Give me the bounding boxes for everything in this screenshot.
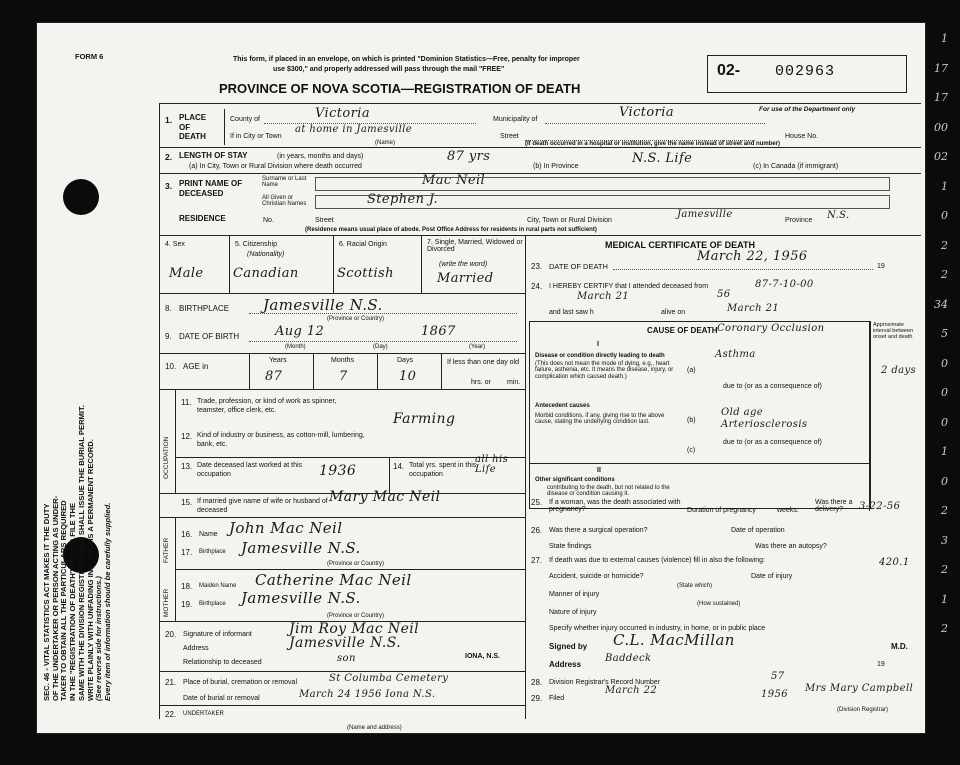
age-years-label: Years [269, 357, 287, 364]
father-country-sub: (Province or Country) [327, 561, 385, 567]
place-of-death-label: PLACE OF DEATH [179, 113, 207, 142]
mother-birthplace-value: Jamesville N.S. [241, 589, 361, 607]
item-number-24: 24. [531, 282, 543, 291]
father-birthplace-value: Jamesville N.S. [241, 539, 361, 557]
informant-signature-value: Jim Roy Mac Neil [289, 621, 420, 637]
length-of-stay-sub: (in years, months and days) [277, 153, 364, 160]
punch-hole-top [63, 179, 99, 215]
registration-number: 002963 [775, 63, 836, 80]
right-margin-mark: 2 [941, 504, 948, 517]
rule [159, 389, 525, 390]
mail-notice-1: This form, if placed in an envelope, on which is printed "Dominion Statistics—Free, penalty for improper [233, 56, 580, 63]
dob-month-value: Aug 12 [275, 324, 325, 339]
last-saw-label: and last saw h [549, 309, 594, 316]
right-margin-mark: 34 [934, 298, 948, 311]
industry-label-2: Specify whether injury occurred in industry, in home, or in public place [549, 625, 766, 632]
rule [159, 671, 525, 672]
burial-place-value: St Columba Cemetery [329, 673, 449, 684]
item-number-13: 13. [181, 462, 193, 471]
racial-origin-label: 6. Racial Origin [339, 241, 387, 248]
mother-country-sub: (Province or Country) [327, 613, 385, 619]
surname-value: Mac Neil [422, 173, 486, 188]
cause-of-death-value: Coronary Occlusion [717, 323, 825, 334]
rule [525, 235, 526, 719]
county-value: Victoria [315, 106, 370, 121]
racial-origin-value: Scottish [337, 266, 394, 281]
industry-label: Kind of industry or business, as cotton-mill, lumbering, bank, etc. [197, 432, 365, 449]
rule [224, 109, 225, 145]
sex-label: 4. Sex [165, 241, 185, 248]
right-margin-mark: 2 [941, 268, 948, 281]
how-sustained-sub: (How sustained) [697, 601, 741, 607]
item-number-8: 8. [165, 304, 172, 313]
item-number-29: 29. [531, 694, 543, 703]
registrar-signature: Mrs Mary Campbell [805, 683, 914, 694]
mother-side-label: MOTHER [163, 588, 170, 617]
birthplace-sub: (Province or Country) [327, 316, 385, 322]
informant-signature-label: Signature of informant [183, 631, 252, 638]
rule [159, 517, 525, 518]
accident-label: Accident, suicide or homicide? [549, 573, 644, 580]
nature-label: Nature of injury [549, 609, 597, 616]
trade-label: Trade, profession, or kind of work as spinner, teamster, office clerk, etc. [197, 398, 337, 415]
rule [249, 313, 517, 314]
hospital-note: (If death occurred in a hospital or institution, give the name instead of street and number) [525, 141, 781, 147]
antecedent-note: Morbid conditions, if any, giving rise to the above cause, stating the underlying condition last. [535, 413, 665, 426]
item-number-14: 14. [393, 462, 405, 471]
department-use-note: For use of the Department only [759, 106, 856, 113]
rule [613, 269, 873, 270]
surgical-operation-label: Was there a surgical operation? [549, 527, 648, 534]
residence-city-value: Jamesville [677, 209, 733, 220]
age-label: AGE in [183, 362, 209, 371]
date-of-death-value: March 22, 1956 [697, 249, 808, 264]
rule [377, 353, 378, 389]
rule [545, 123, 765, 124]
right-margin-mark: 0 [941, 357, 948, 370]
undertaker-label: UNDERTAKER [183, 711, 224, 717]
physician-address-value: Baddeck [605, 653, 652, 664]
right-margin-mark: 0 [941, 475, 948, 488]
length-of-stay-label: LENGTH OF STAY [179, 151, 248, 160]
item-number-9: 9. [165, 332, 172, 341]
right-margin-mark: 00 [934, 121, 948, 134]
autopsy-label: Was there an autopsy? [755, 543, 827, 550]
informant-address-value: Jamesville N.S. [289, 635, 402, 651]
date-of-death-label: DATE OF DEATH [549, 262, 608, 271]
birthplace-value: Jamesville N.S. [263, 296, 383, 314]
rule [389, 457, 390, 493]
registrar-record-label: Division Registrar's Record Number [549, 679, 661, 686]
item-number-19: 19. [181, 600, 193, 609]
right-margin-mark: 17 [934, 62, 948, 75]
right-margin-mark: 0 [941, 386, 948, 399]
cause-b-label: (b) [687, 417, 696, 424]
mother-name-value: Catherine Mac Neil [255, 571, 412, 589]
rule [159, 293, 525, 294]
injury-date-label: Date of injury [751, 573, 793, 580]
given-names-label: All Given or Christian Names [262, 195, 307, 208]
stay-in-canada-label: (c) In Canada (if immigrant) [753, 163, 839, 170]
dob-day-sub: (Day) [373, 344, 388, 350]
item-number-10: 10. [165, 362, 177, 371]
death-registration-form [36, 22, 926, 734]
surname-boxes [315, 177, 890, 191]
burial-date-label: Date of burial or removal [183, 695, 260, 702]
state-findings-label: State findings [549, 543, 592, 550]
right-margin-mark: 2 [941, 622, 948, 635]
spouse-label: If married give name of wife or husband of deceased [197, 498, 328, 515]
house-no-label: House No. [785, 133, 819, 140]
registration-prefix: 02- [717, 62, 741, 79]
rule [175, 389, 176, 493]
burial-date-value: March 24 1956 Iona N.S. [299, 689, 436, 700]
delivery-value: 3-22-56 [859, 501, 901, 512]
citizenship-value: Canadian [233, 266, 299, 281]
rule [441, 353, 442, 389]
pregnancy-label: If a woman, was the death associated with pregnancy? [549, 499, 681, 514]
item-number-23: 23. [531, 262, 543, 271]
item-number-22: 22. [165, 710, 177, 719]
citizenship-label: 5. Citizenship [235, 241, 278, 248]
hours-label: hrs. or [471, 379, 491, 386]
municipality-value: Victoria [619, 105, 674, 120]
right-margin-mark: 0 [941, 209, 948, 222]
total-years-value: all his Life [475, 454, 509, 475]
attended-from-value: March 21 [577, 291, 630, 302]
less-than-one-day-label: If less than one day old [447, 359, 519, 366]
surname-label: Surname or Last Name [262, 176, 307, 189]
rule [249, 341, 517, 342]
postmark-stamp: IONA, N.S. [465, 653, 501, 660]
md-label: M.D. [891, 642, 908, 651]
trade-value: Farming [393, 411, 456, 427]
other-conditions-label: Other significant conditions [535, 477, 615, 483]
right-margin-mark: 1 [941, 445, 948, 458]
form-title: PROVINCE OF NOVA SCOTIA—REGISTRATION OF DEATH [219, 81, 581, 96]
due-to-a: due to (or as a consequence of) [723, 383, 822, 390]
item-number-27: 27. [531, 556, 543, 565]
age-months-label: Months [331, 357, 354, 364]
dob-year-sub: (Year) [469, 344, 486, 350]
right-margin-mark: 2 [941, 563, 948, 576]
item-number-20: 20. [165, 630, 177, 639]
rule [175, 569, 525, 570]
item-number-26: 26. [531, 526, 543, 535]
registrar-sub: (Division Registrar) [837, 707, 889, 713]
roman-one: I [597, 341, 599, 348]
item-number-1: 1. [165, 115, 173, 125]
rule [159, 173, 921, 174]
cause-a-value: Asthma [715, 349, 756, 360]
rule [159, 705, 525, 706]
rule [869, 321, 870, 511]
last-worked-label: Date deceased last worked at this occupation [197, 462, 303, 479]
right-margin-mark: 5 [941, 327, 948, 340]
stay-in-division-label: (a) In City, Town or Rural Division where death occurred [189, 163, 362, 170]
last-saw-value: March 21 [727, 303, 780, 314]
rule [313, 353, 314, 389]
cause-of-death-title: CAUSE OF DEATH [647, 326, 718, 335]
item-number-21: 21. [165, 678, 177, 687]
residence-note: (Residence means usual place of abode. Post Office Address for residents in rural parts not sufficient) [305, 227, 597, 233]
signed-by-value: C.L. MacMillan [613, 631, 735, 649]
cause-a-label: (a) [687, 367, 696, 374]
minutes-label: min. [507, 379, 521, 386]
physician-address-label: Address [549, 660, 582, 669]
rule [175, 457, 525, 458]
informant-address-label: Address [183, 645, 209, 652]
stay-in-division-value: 87 yrs [447, 149, 491, 164]
immediate-cause-label: Disease or condition directly leading to death [535, 353, 665, 359]
street-label: Street [500, 133, 519, 140]
print-name-label: PRINT NAME OF DECEASED [179, 179, 243, 198]
pregnancy-duration-label: Duration of pregnancy [687, 507, 756, 514]
roman-two: II [597, 467, 601, 474]
residence-street-label: Street [315, 217, 334, 224]
residence-province-label: Province [785, 217, 813, 224]
right-margin-mark: 0 [941, 416, 948, 429]
filed-label: Filed [549, 695, 565, 702]
rule [529, 463, 871, 464]
marital-status-label: 7. Single, Married, Widowed or Divorced [427, 239, 523, 254]
cause-b-value: Old age Arteriosclerosis [721, 407, 808, 430]
residence-city-label: City, Town or Rural Division [527, 217, 612, 224]
marital-status-value: Married [437, 271, 494, 286]
right-margin-mark: 1 [941, 32, 948, 45]
item-number-12: 12. [181, 432, 193, 441]
county-label: County of [230, 116, 260, 123]
age-days-label: Days [397, 357, 413, 364]
marital-status-sub: (write the word) [439, 261, 488, 268]
residence-no-label: No. [263, 217, 274, 224]
rule [159, 235, 921, 236]
item-number-3: 3. [165, 181, 173, 191]
right-margin-mark: 02 [934, 150, 948, 163]
item-number-18: 18. [181, 582, 193, 591]
other-conditions-note: contributing to the death, but not related to the disease or condition causing it. [547, 485, 670, 498]
item-number-15: 15. [181, 498, 193, 507]
relationship-label: Relationship to deceased [183, 659, 262, 666]
stay-in-province-value: N.S. Life [632, 151, 693, 166]
manner-label: Manner of injury [549, 591, 600, 598]
mother-birthplace-label: Birthplace [199, 601, 226, 607]
father-side-label: FATHER [163, 537, 170, 563]
father-birthplace-label: Birthplace [199, 549, 226, 555]
mail-notice-2: use $300," and properly addressed will pass through the mail "FREE" [273, 66, 505, 73]
attended-label: I HEREBY CERTIFY that I attended deceased from [549, 283, 709, 290]
residence-label: RESIDENCE [179, 214, 226, 223]
given-names-boxes [315, 195, 890, 209]
last-saw-label-2: alive on [661, 309, 686, 316]
immediate-cause-note: (This does not mean the mode of dying, e.g., heart failure, asthenia, etc. It means the disease, injury, or complication which caused death.) [535, 361, 674, 380]
municipality-label: Municipality of [493, 116, 538, 123]
residence-province-value: N.S. [827, 210, 850, 221]
item-number-17: 17. [181, 548, 193, 557]
margin-instructions: SEC. 46 - VITAL STATISTICS ACT MAKES IT THE DUTY OF THE UNDERTAKER OR PERSON ACTING AS UNDER- TAKER TO OBTAIN ALL THE PARTICULARS REQUIRED IN THE "REGISTRATION OF DEATH" AND TO FILE THE SAME WITH THE DIVISION REGISTRAR WHO SHALL ISSUE THE BURIAL PERMIT. WRITE PLAINLY WITH UNFADING INK. THIS IS A PERMANENT RECORD. (See reverse side for instructions.) Every item of information should be carefully supplied. [42, 405, 113, 701]
classification-code: 420.1 [879, 557, 910, 568]
date-of-death-yr: 19 [877, 263, 885, 270]
right-margin-mark: 3 [941, 534, 948, 547]
due-to-b: due to (or as a consequence of) [723, 439, 822, 446]
right-margin-tally [924, 32, 954, 712]
birthplace-label: BIRTHPLACE [179, 304, 230, 313]
registrar-record-value: 57 [771, 671, 785, 682]
rule [333, 235, 334, 293]
interval-label: Approximate interval between onset and death [873, 322, 914, 340]
name-caption: (Name) [375, 140, 396, 146]
sex-value: Male [169, 266, 204, 281]
stay-in-province-label: (b) In Province [533, 163, 579, 170]
right-margin-mark: 17 [934, 91, 948, 104]
dob-year-value: 1867 [421, 324, 456, 339]
rule [421, 235, 422, 293]
mother-name-label: Maiden Name [199, 583, 237, 589]
delivery-label: Was there a delivery? [815, 499, 853, 514]
state-which-sub: (State which) [677, 583, 713, 589]
rule [159, 103, 921, 104]
signed-by-label: Signed by [549, 642, 588, 651]
item-number-28: 28. [531, 678, 543, 687]
dob-label: DATE OF BIRTH [179, 332, 240, 341]
interval-a-value: 2 days [881, 365, 917, 376]
item-number-11: 11. [181, 398, 192, 407]
rule [249, 353, 250, 389]
city-town-label: If in City or Town [230, 133, 282, 140]
attended-to-value: 87-7-10-00 [755, 279, 814, 290]
relationship-value: son [337, 653, 356, 664]
given-names-value: Stephen J. [367, 192, 439, 207]
occupation-side-label: OCCUPATION [163, 436, 170, 479]
weeks-label: weeks. [777, 507, 799, 514]
physician-address-yr: 19 [877, 661, 885, 668]
right-margin-mark: 2 [941, 239, 948, 252]
medical-certificate-title: MEDICAL CERTIFICATE OF DEATH [605, 240, 755, 250]
citizenship-sub: (Nationality) [247, 251, 285, 258]
rule [159, 103, 160, 719]
operation-date-label: Date of operation [731, 527, 785, 534]
item-number-16: 16. [181, 530, 193, 539]
rule [159, 353, 525, 354]
rule [229, 235, 230, 293]
burial-place-label: Place of burial, cremation or removal [183, 679, 297, 686]
external-causes-label: If death was due to external causes (violence) fill in also the following: [549, 557, 765, 564]
father-name-value: John Mac Neil [229, 519, 343, 537]
item-number-25: 25. [531, 498, 543, 507]
spouse-value: Mary Mac Neil [329, 489, 441, 505]
attended-year-value: 56 [717, 289, 731, 300]
right-margin-mark: 1 [941, 180, 948, 193]
age-months-value: 7 [339, 369, 348, 384]
undertaker-sub: (Name and address) [347, 725, 402, 731]
filed-year-value: 1956 [761, 689, 789, 700]
age-years-value: 87 [265, 369, 283, 384]
item-number-2: 2. [165, 152, 173, 162]
cause-c-label: (c) [687, 447, 696, 454]
filed-value: March 22 [605, 685, 658, 696]
antecedent-label: Antecedent causes [535, 403, 590, 409]
form-number: FORM 6 [75, 52, 104, 61]
father-name-label: Name [199, 531, 218, 538]
right-margin-mark: 1 [941, 593, 948, 606]
age-days-value: 10 [399, 369, 417, 384]
dob-month-sub: (Month) [285, 344, 306, 350]
total-years-label: Total yrs. spent in this occupation [409, 462, 477, 479]
city-town-value: at home in Jamesville [295, 124, 413, 135]
last-worked-value: 1936 [319, 463, 357, 479]
